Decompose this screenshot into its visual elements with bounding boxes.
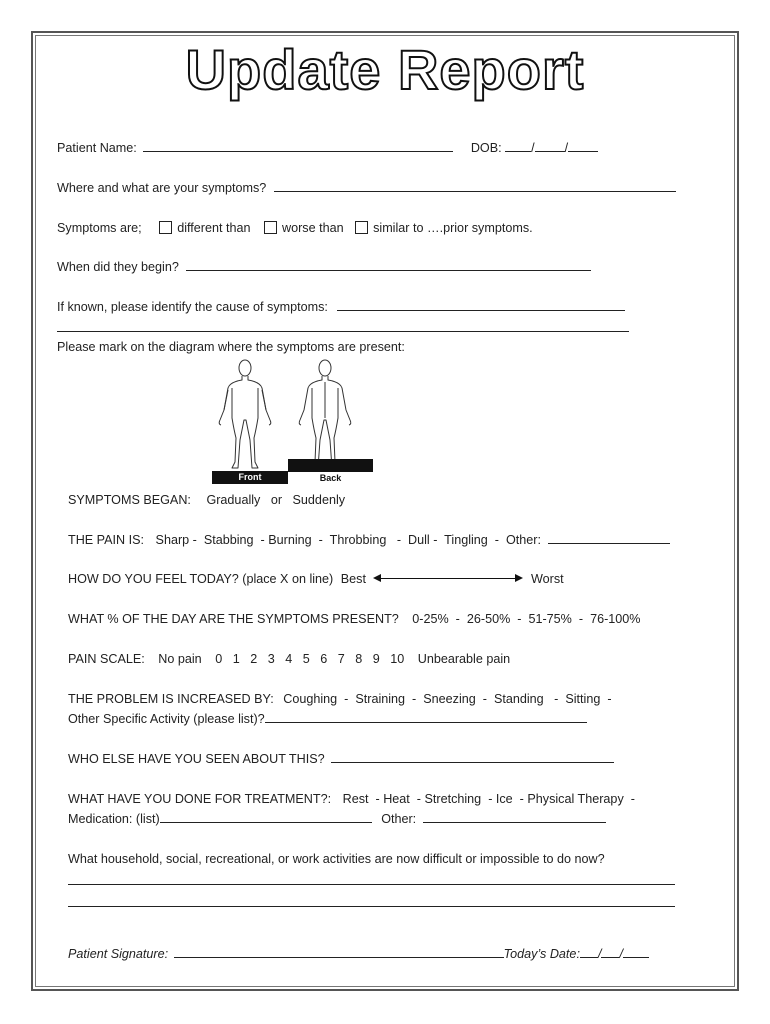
dob-day-field[interactable]	[535, 140, 565, 152]
pain-scale-numbers[interactable]: 0 1 2 3 4 5 6 7 8 9 10	[215, 652, 405, 666]
pain-scale-low: No pain	[158, 652, 202, 666]
signature-label: Patient Signature:	[68, 947, 169, 961]
percent-day-row	[68, 611, 640, 627]
date-separator: /	[597, 947, 602, 961]
increased-by-options[interactable]: Coughing - Straining - Sneezing - Standing - Sitting -	[283, 692, 612, 706]
dob-separator: /	[531, 141, 535, 155]
similar-label: similar to ….prior symptoms.	[373, 221, 533, 235]
todays-date-label: Today’s Date:	[503, 947, 580, 961]
began-row	[68, 492, 345, 508]
inner-border	[35, 35, 735, 987]
symptoms-are-label: Symptoms are;	[57, 221, 142, 235]
cause-label: If known, please identify the cause of symptoms:	[57, 300, 328, 314]
pain-scale-label: PAIN SCALE:	[68, 652, 145, 666]
dob-separator: /	[564, 141, 569, 155]
dob-year-field[interactable]	[568, 140, 598, 152]
increased-other-label: Other Specific Activity (please list)?	[68, 712, 265, 726]
signature-field[interactable]	[174, 946, 504, 958]
activities-line-2[interactable]	[68, 906, 675, 907]
worse-label: worse than	[281, 221, 344, 235]
back-label: Back	[319, 473, 342, 483]
medication-row	[68, 811, 606, 827]
increased-other-field[interactable]	[265, 711, 587, 723]
symptoms-where-row	[57, 180, 676, 196]
seen-about-label: WHO ELSE HAVE YOU SEEN ABOUT THIS?	[68, 752, 325, 766]
when-begin-field[interactable]	[186, 259, 591, 271]
date-day-field[interactable]	[601, 946, 619, 958]
pain-is-label: THE PAIN IS:	[68, 533, 145, 547]
cause-row	[57, 299, 625, 315]
patient-name-label: Patient Name:	[57, 141, 137, 155]
treatment-other-field[interactable]	[423, 811, 606, 823]
symptoms-where-field[interactable]	[274, 180, 676, 192]
worse-checkbox[interactable]	[264, 221, 277, 234]
back-label-bar	[288, 459, 373, 472]
pain-is-options[interactable]: Sharp - Stabbing - Burning - Throbbing - Dull - Tingling - Other:	[155, 533, 541, 547]
when-begin-row	[57, 259, 591, 275]
when-begin-label: When did they begin?	[57, 260, 179, 274]
date-month-field[interactable]	[580, 946, 598, 958]
began-label: SYMPTOMS BEGAN:	[68, 493, 191, 507]
seen-about-row	[68, 751, 614, 767]
pain-scale-row	[68, 651, 510, 667]
treatment-other-label: Other:	[381, 812, 417, 826]
cause-field[interactable]	[337, 299, 625, 311]
cause-extra-line[interactable]	[57, 331, 629, 332]
pain-other-field[interactable]	[548, 532, 670, 544]
dob-label: DOB:	[470, 141, 502, 155]
increased-other-row	[68, 711, 587, 727]
began-options[interactable]: Gradually or Suddenly	[206, 493, 346, 507]
patient-name-row	[57, 140, 598, 156]
treatment-options[interactable]: Rest - Heat - Stretching - Ice - Physical Therapy -	[342, 792, 635, 806]
symptoms-are-row	[57, 220, 533, 236]
feel-scale-arrow[interactable]	[373, 573, 523, 583]
different-label: different than	[177, 221, 251, 235]
date-separator: /	[619, 947, 623, 961]
increased-by-label: THE PROBLEM IS INCREASED BY:	[68, 692, 274, 706]
date-year-field[interactable]	[623, 946, 649, 958]
front-figure-icon	[219, 360, 271, 468]
percent-day-options[interactable]: 0-25% - 26-50% - 51-75% - 76-100%	[412, 612, 641, 626]
seen-about-field[interactable]	[331, 751, 614, 763]
treatment-label: WHAT HAVE YOU DONE FOR TREATMENT?:	[68, 792, 332, 806]
best-label: Best	[340, 572, 366, 586]
different-checkbox[interactable]	[159, 221, 172, 234]
symptoms-where-label: Where and what are your symptoms?	[57, 181, 267, 195]
feel-today-label: HOW DO YOU FEEL TODAY? (place X on line)	[68, 572, 334, 586]
back-figure-icon	[299, 360, 351, 468]
percent-day-label: WHAT % OF THE DAY ARE THE SYMPTOMS PRESENT?	[68, 612, 399, 626]
diagram-prompt: Please mark on the diagram where the symptoms are present:	[57, 340, 405, 354]
medication-label: Medication: (list)	[68, 812, 160, 826]
front-label: Front	[212, 471, 288, 484]
worst-label: Worst	[530, 572, 564, 586]
signature-row	[68, 946, 649, 962]
treatment-row	[68, 791, 635, 807]
activities-label: What household, social, recreational, or work activities are now difficult or impossible to do now?	[68, 852, 605, 866]
pain-scale-high: Unbearable pain	[417, 652, 511, 666]
activities-line-1[interactable]	[68, 884, 675, 885]
patient-name-field[interactable]	[143, 140, 453, 152]
increased-by-row	[68, 691, 612, 707]
page-title: Update Report	[185, 38, 585, 101]
similar-checkbox[interactable]	[355, 221, 368, 234]
pain-is-row	[68, 532, 670, 548]
feel-today-row	[68, 571, 564, 587]
medication-field[interactable]	[160, 811, 372, 823]
dob-month-field[interactable]	[505, 140, 531, 152]
